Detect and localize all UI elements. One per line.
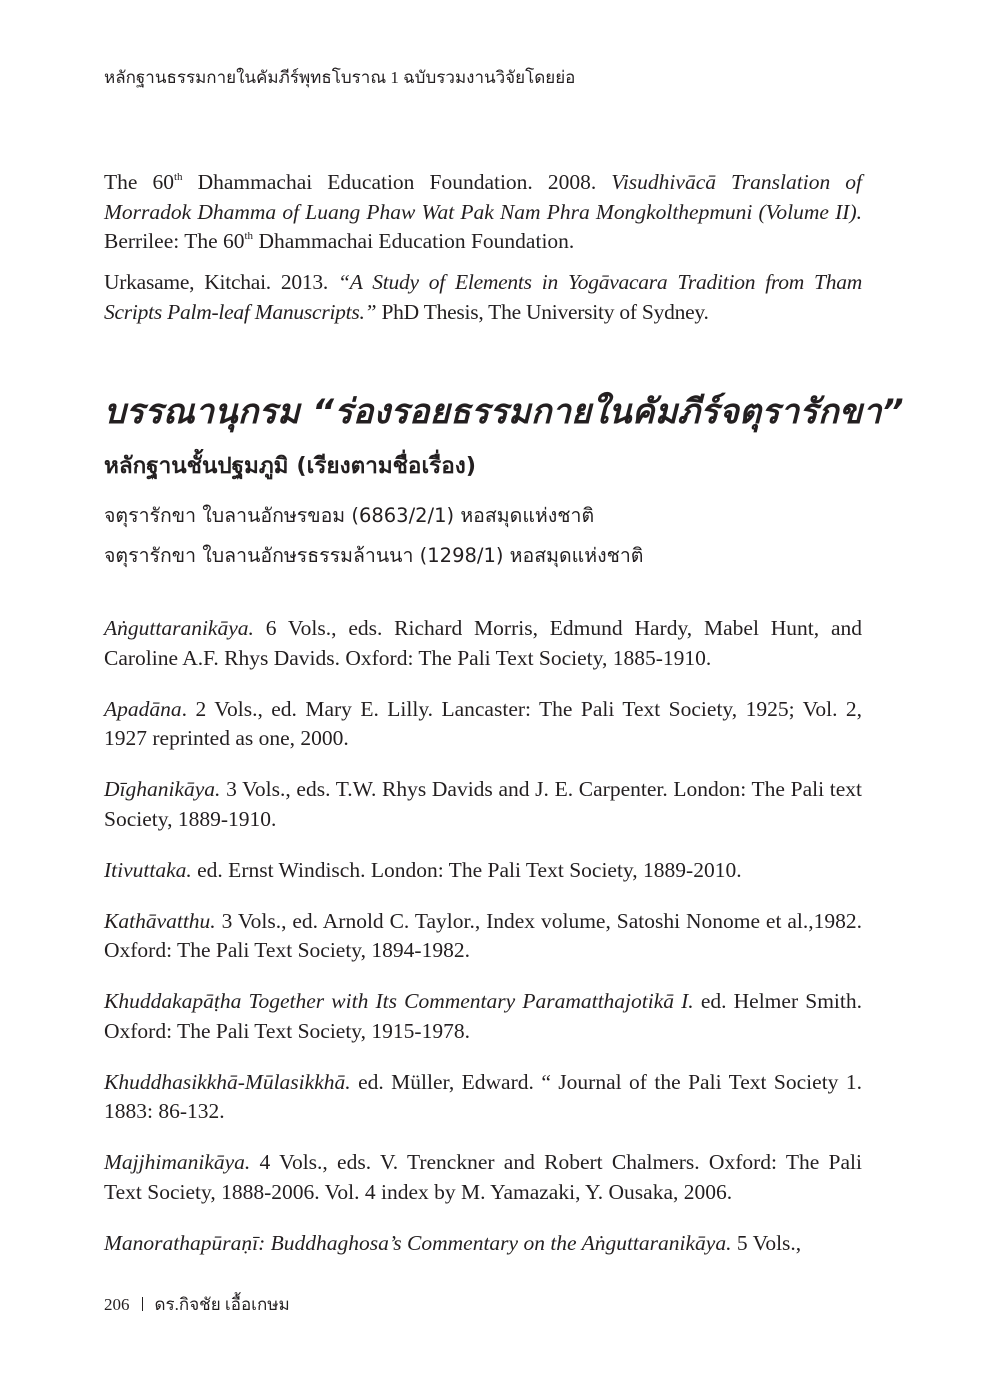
reference-list: [104, 614, 862, 1271]
section-title: บรรณานุกรม “ร่องรอยธรรมกายในคัมภีร์จตุรารักขา”: [104, 392, 904, 432]
footer-author: ดร.กิจชัย เอื้อเกษม: [154, 1295, 290, 1314]
running-header: หลักฐานธรรมกายในคัมภีร์พุทธโบราณ 1 ฉบับรวมงานวิจัยโดยย่อ: [104, 68, 576, 87]
reference-block-top: [104, 168, 862, 257]
reference-entry: Apadāna. 2 Vols., ed. Mary E. Lilly. Lancaster: The Pali Text Society, 1925; Vol. 2, 1927 reprinted as one, 2000.: [104, 696, 862, 750]
reference-entry: Manorathapūraṇī: Buddhaghosa’s Commentary on the Aṅguttaranikāya. 5 Vols.,: [104, 1230, 802, 1255]
reference-entry: Kathāvatthu. 3 Vols., ed. Arnold C. Taylor., Index volume, Satoshi Nonome et al.,1982. Oxford: The Pali Text Society, 1894-1982.: [104, 908, 862, 962]
reference-entry: Dīghanikāya. 3 Vols., eds. T.W. Rhys Davids and J. E. Carpenter. London: The Pali text Society, 1889-1910.: [104, 777, 862, 831]
reference-entry: Urkasame, Kitchai. 2013. “A Study of Elements in Yogāvacara Tradition from Tham Scripts Palm-leaf Manuscripts.” PhD Thesis, The University of Sydney.: [104, 270, 862, 324]
footer-separator: [142, 1297, 143, 1311]
primary-source-1: จตุรารักขา ใบลานอักษรขอม (6863/2/1) หอสมุดแห่งชาติ: [104, 504, 595, 527]
reference-entry: The 60th Dhammachai Education Foundation. 2008. Visudhivācā Translation of Morradok Dhamma of Luang Phaw Wat Pak Nam Phra Mongkolthepmuni (Volume II). Berrilee: The 60th Dhammachai Education Foundation.: [104, 170, 862, 253]
reference-block-top-2: [104, 268, 862, 327]
section-subtitle: หลักฐานชั้นปฐมภูมิ (เรียงตามชื่อเรื่อง): [104, 453, 476, 479]
reference-entry: Aṅguttaranikāya. 6 Vols., eds. Richard Morris, Edmund Hardy, Mabel Hunt, and Caroline A.F. Rhys Davids. Oxford: The Pali Text Society, 1885-1910.: [104, 616, 862, 670]
page-footer: [104, 1291, 290, 1318]
reference-entry: Itivuttaka. ed. Ernst Windisch. London: The Pali Text Society, 1889-2010.: [104, 857, 742, 882]
reference-entry: Khuddakapāṭha Together with Its Commentary Paramatthajotikā I. ed. Helmer Smith. Oxford: The Pali Text Society, 1915-1978.: [104, 989, 862, 1043]
primary-source-2: จตุรารักขา ใบลานอักษรธรรมล้านนา (1298/1) หอสมุดแห่งชาติ: [104, 544, 644, 567]
reference-entry: Khuddhasikkhā-Mūlasikkhā. ed. Müller, Edward. “ Journal of the Pali Text Society 1. 1883: 86-132.: [104, 1069, 862, 1123]
page-number: 206: [104, 1295, 130, 1314]
reference-entry: Majjhimanikāya. 4 Vols., eds. V. Trenckner and Robert Chalmers. Oxford: The Pali Text Society, 1888-2006. Vol. 4 index by M. Yamazaki, Y. Ousaka, 2006.: [104, 1150, 862, 1204]
